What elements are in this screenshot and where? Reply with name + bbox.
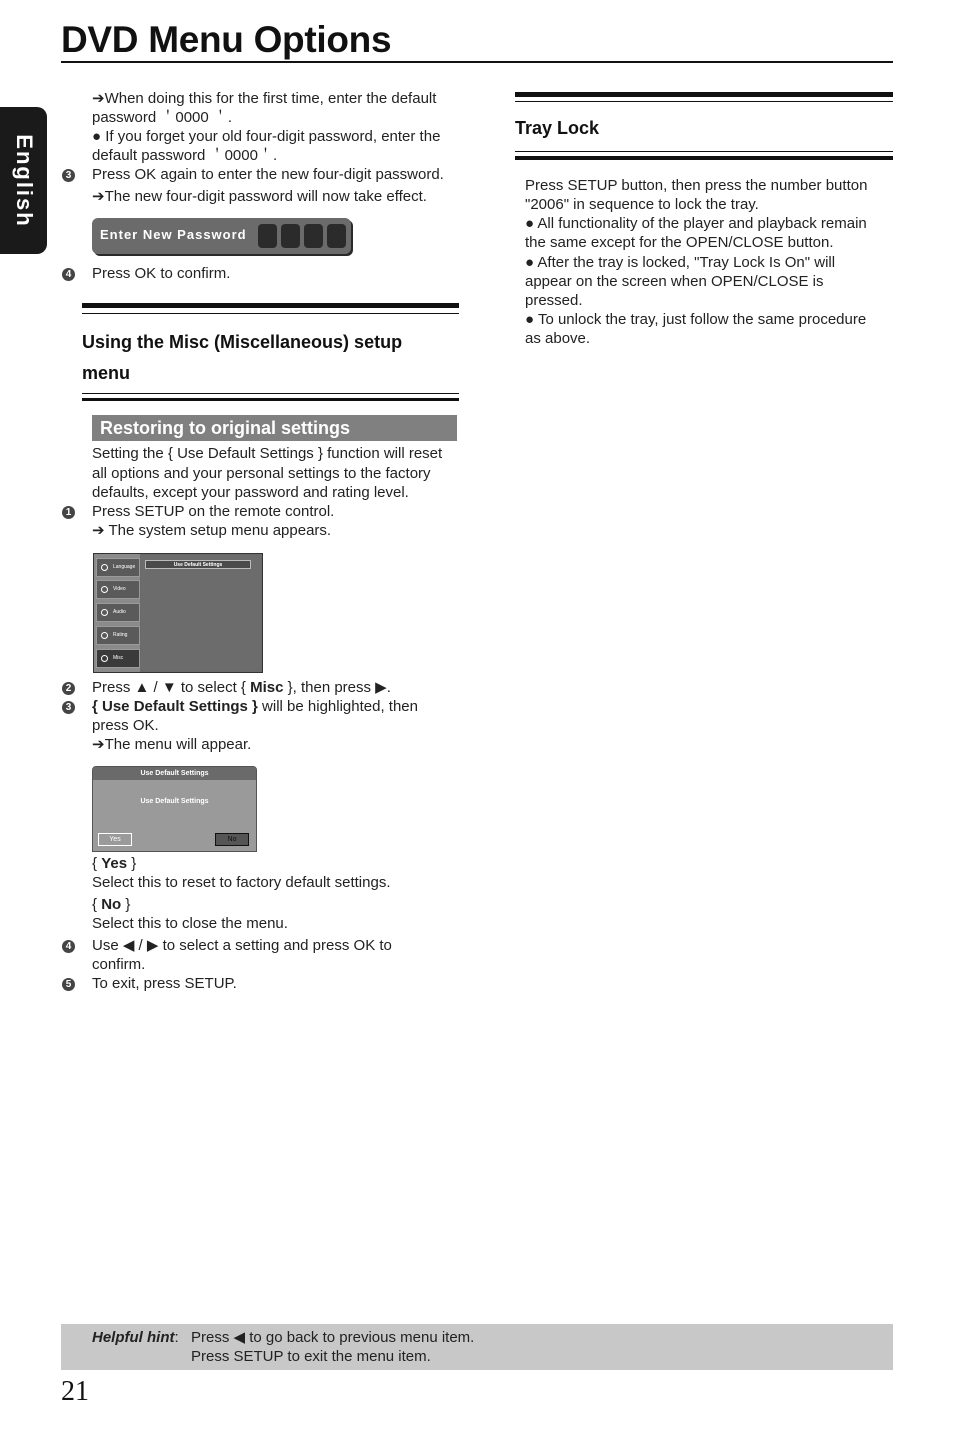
forget-note-2: default password ＇0000＇. bbox=[92, 147, 278, 164]
dialog-title: Use Default Settings bbox=[93, 767, 256, 780]
video-icon bbox=[101, 586, 108, 593]
tray-bullet-2: ● After the tray is locked, "Tray Lock Is On" will bbox=[525, 254, 836, 271]
tray-bullet-2-2: appear on the screen when OPEN/CLOSE is bbox=[525, 273, 824, 290]
lock-icon bbox=[101, 632, 108, 639]
password-digit bbox=[327, 224, 346, 248]
step-3-text: Press OK again to enter the new four-digit password. bbox=[92, 166, 444, 183]
step-number-5: 5 bbox=[62, 978, 75, 991]
tray-bullet-2-3: pressed. bbox=[525, 292, 583, 309]
step-number-4: 4 bbox=[62, 268, 75, 281]
misc-step-1-result: ➔ The system setup menu appears. bbox=[92, 522, 332, 539]
enter-password-label: Enter New Password bbox=[100, 227, 247, 242]
first-time-note-2: password ＇0000 ＇. bbox=[92, 109, 233, 126]
speaker-icon bbox=[101, 609, 108, 616]
menu-item-rating: Rating bbox=[96, 626, 140, 645]
step-number-1: 1 bbox=[62, 506, 75, 519]
tray-rule-bottom bbox=[515, 156, 893, 160]
default-settings-dialog bbox=[92, 766, 257, 852]
menu-item-misc: Misc bbox=[96, 649, 140, 668]
document-icon bbox=[101, 655, 108, 662]
forget-note: ● If you forget your old four-digit password, enter the bbox=[92, 128, 441, 145]
password-digit bbox=[258, 224, 277, 248]
page-title: DVD Menu Options bbox=[61, 19, 392, 60]
section-rule-bottom bbox=[82, 398, 459, 401]
step-number-4b: 4 bbox=[62, 940, 75, 953]
tray-bullet-3-2: as above. bbox=[525, 330, 591, 347]
use-default-settings-item: Use Default Settings bbox=[145, 560, 251, 569]
step-number-3b: 3 bbox=[62, 701, 75, 714]
tray-rule-top bbox=[515, 92, 893, 97]
setup-menu-main bbox=[141, 556, 260, 670]
language-tab-label: English bbox=[11, 133, 37, 228]
password-digit bbox=[281, 224, 300, 248]
page-number: 21 bbox=[61, 1376, 89, 1407]
dialog-message: Use Default Settings bbox=[140, 798, 209, 805]
tray-intro-1: Press SETUP button, then press the number button bbox=[525, 177, 868, 194]
restore-intro-1: Setting the { Use Default Settings } function will reset bbox=[92, 445, 443, 462]
step-number-3: 3 bbox=[62, 169, 75, 182]
language-tab bbox=[0, 107, 47, 254]
section-rule-bottom-thin bbox=[82, 393, 459, 394]
tray-rule-bottom-thin bbox=[515, 151, 893, 152]
tray-lock-heading: Tray Lock bbox=[515, 118, 600, 138]
helpful-hint-box bbox=[61, 1324, 893, 1370]
menu-item-video: Video bbox=[96, 580, 140, 599]
password-digit bbox=[304, 224, 323, 248]
section-rule-top-thin bbox=[82, 313, 459, 314]
dialog-yes-button: Yes bbox=[98, 833, 132, 846]
misc-step-4: Use ◀ / ▶ to select a setting and press OK to bbox=[92, 937, 392, 954]
tray-intro-2: "2006" in sequence to lock the tray. bbox=[525, 196, 759, 213]
hint-line-1: Press ◀ to go back to previous menu item. bbox=[191, 1329, 475, 1346]
setup-menu-sidebar bbox=[94, 554, 140, 672]
tray-bullet-1: ● All functionality of the player and playback remain bbox=[525, 215, 867, 232]
dialog-no-button: No bbox=[215, 833, 249, 846]
misc-step-1: Press SETUP on the remote control. bbox=[92, 503, 335, 520]
menu-item-language: Language bbox=[96, 558, 140, 577]
tray-rule-top-thin bbox=[515, 101, 893, 102]
yes-option-label: { Yes } bbox=[92, 855, 137, 872]
misc-heading-2: menu bbox=[82, 363, 131, 383]
restore-heading: Restoring to original settings bbox=[92, 415, 457, 441]
tray-bullet-3: ● To unlock the tray, just follow the same procedure bbox=[525, 311, 867, 328]
hint-line-2: Press SETUP to exit the menu item. bbox=[191, 1348, 431, 1365]
hint-label: Helpful hint: bbox=[92, 1329, 179, 1346]
yes-option-description: Select this to reset to factory default settings. bbox=[92, 874, 391, 891]
setup-menu-screenshot bbox=[93, 553, 263, 673]
step-3-result: ➔The new four-digit password will now take effect. bbox=[92, 188, 427, 205]
first-time-note: ➔When doing this for the first time, enter the default bbox=[92, 90, 437, 107]
no-option-label: { No } bbox=[92, 896, 131, 913]
misc-step-4-line2: confirm. bbox=[92, 956, 146, 973]
restore-intro-3: defaults, except your password and rating level. bbox=[92, 484, 409, 501]
enter-password-box bbox=[92, 218, 351, 254]
misc-step-3-result: ➔The menu will appear. bbox=[92, 736, 252, 753]
misc-step-3: { Use Default Settings } will be highlighted, then bbox=[92, 698, 418, 715]
section-rule-top bbox=[82, 303, 459, 308]
tray-bullet-1-2: the same except for the OPEN/CLOSE button. bbox=[525, 234, 834, 251]
misc-step-5: To exit, press SETUP. bbox=[92, 975, 237, 992]
language-icon bbox=[101, 564, 108, 571]
no-option-description: Select this to close the menu. bbox=[92, 915, 288, 932]
step-number-2: 2 bbox=[62, 682, 75, 695]
misc-step-3-line2: press OK. bbox=[92, 717, 159, 734]
misc-heading: Using the Misc (Miscellaneous) setup bbox=[82, 332, 403, 352]
title-rule bbox=[61, 61, 893, 63]
restore-intro-2: all options and your personal settings to the factory bbox=[92, 465, 431, 482]
misc-step-2: Press ▲ / ▼ to select { Misc }, then press ▶. bbox=[92, 679, 391, 696]
menu-item-audio: Audio bbox=[96, 603, 140, 622]
step-4-text: Press OK to confirm. bbox=[92, 265, 231, 282]
